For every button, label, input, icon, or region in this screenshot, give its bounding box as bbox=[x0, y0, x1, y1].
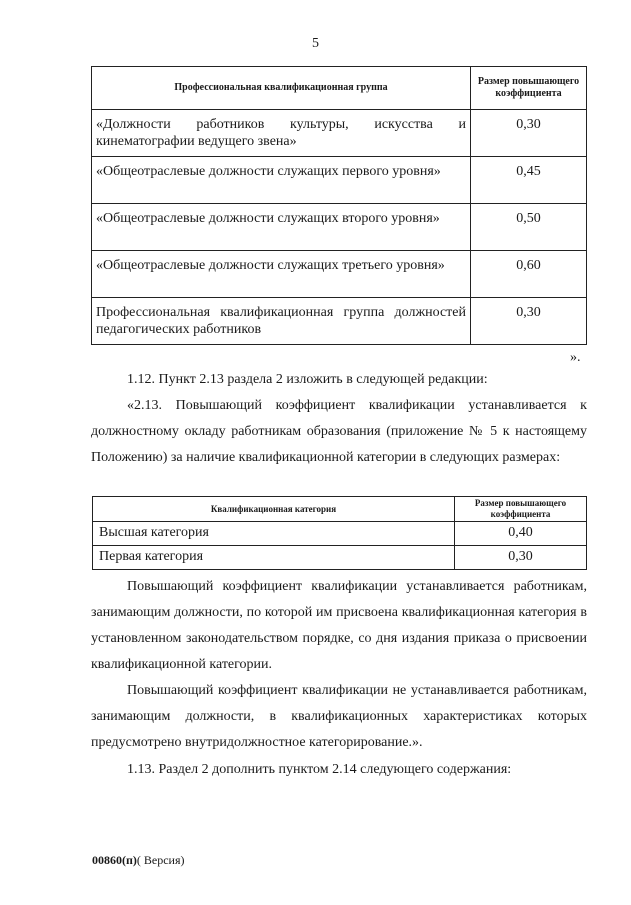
table-row bbox=[92, 251, 587, 298]
group-cell: «Общеотраслевые должности служащих второго уровня» bbox=[92, 204, 471, 251]
coefficient-cell: 0,40 bbox=[455, 522, 587, 546]
coefficient-cell: 0,60 bbox=[471, 251, 587, 298]
group-cell: Профессиональная квалификационная группа должностей педагогических работников bbox=[92, 298, 471, 345]
table-row bbox=[92, 157, 587, 204]
header-qualification-group: Профессиональная квалификационная группа bbox=[92, 67, 471, 110]
page-number: 5 bbox=[312, 36, 319, 51]
paragraph-coefficient-not-assigned: Повышающий коэффициент квалификации не устанавливается работникам, занимающим должности, в квалификационных характеристиках которых предусмотрено внутридолжностное категорирование.». bbox=[91, 683, 587, 750]
coefficient-cell: 0,30 bbox=[471, 298, 587, 345]
coefficient-cell: 0,30 bbox=[471, 110, 587, 157]
table-row bbox=[93, 522, 587, 546]
table-row bbox=[93, 546, 587, 570]
footer-version: ( Версия) bbox=[136, 853, 185, 867]
coefficient-cell: 0,30 bbox=[455, 546, 587, 570]
coefficient-cell: 0,50 bbox=[471, 204, 587, 251]
footer-document-code: 00860(п) bbox=[92, 853, 137, 867]
table-row bbox=[92, 204, 587, 251]
footer bbox=[92, 853, 185, 868]
header-coefficient: Размер повышающего коэффициента bbox=[471, 67, 587, 110]
paragraph-2-13: «2.13. Повышающий коэффициент квалификации устанавливается к должностному окладу работникам образования (приложение № 5 к настоящему Положению) за наличие квалификационной категории в следующих размерах: bbox=[91, 398, 587, 465]
table-row bbox=[92, 110, 587, 157]
table-header-row bbox=[92, 67, 587, 110]
paragraph-coefficient-assigned: Повышающий коэффициент квалификации устанавливается работникам, занимающим должности, по которой им присвоена квалификационная категория в установленном законодательством порядке, со дня издания приказа о присвоении квалификационной категории. bbox=[91, 579, 587, 672]
group-cell: «Должности работников культуры, искусства и кинематографии ведущего звена» bbox=[92, 110, 471, 157]
paragraph-1-12: 1.12. Пункт 2.13 раздела 2 изложить в следующей редакции: bbox=[127, 372, 488, 387]
category-cell: Высшая категория bbox=[93, 522, 455, 546]
header-coefficient: Размер повышающего коэффициента bbox=[455, 497, 587, 522]
paragraph-1-13: 1.13. Раздел 2 дополнить пунктом 2.14 следующего содержания: bbox=[127, 762, 512, 777]
qualification-category-table bbox=[92, 496, 587, 570]
table-row bbox=[92, 298, 587, 345]
group-cell: «Общеотраслевые должности служащих третьего уровня» bbox=[92, 251, 471, 298]
coefficient-cell: 0,45 bbox=[471, 157, 587, 204]
category-cell: Первая категория bbox=[93, 546, 455, 570]
qualification-group-table bbox=[91, 66, 587, 345]
group-cell: «Общеотраслевые должности служащих первого уровня» bbox=[92, 157, 471, 204]
table-header-row bbox=[93, 497, 587, 522]
header-qualification-category: Квалификационная категория bbox=[93, 497, 455, 522]
closing-quote: ». bbox=[570, 350, 581, 365]
